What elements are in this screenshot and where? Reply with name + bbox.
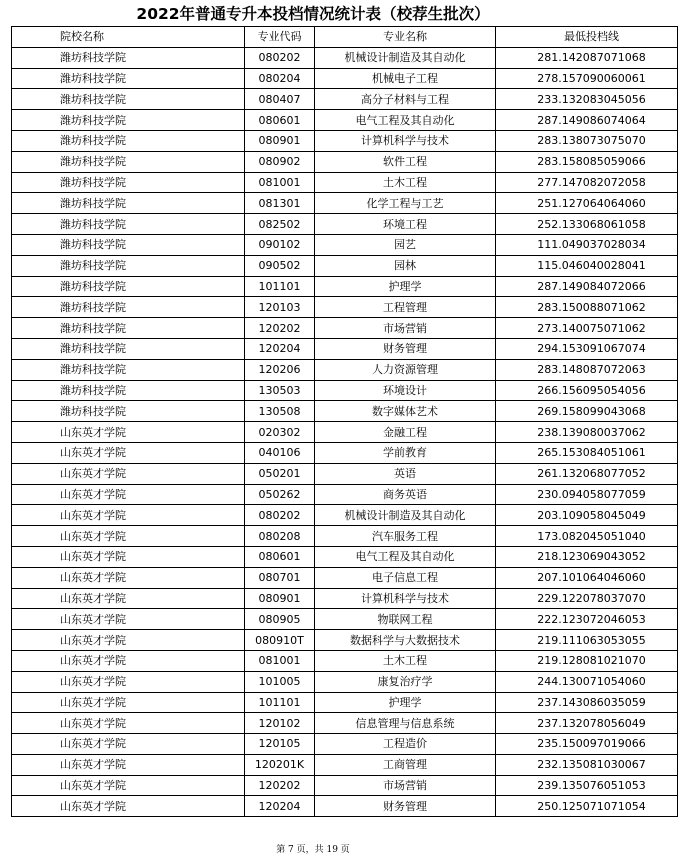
cell-code: 040106	[245, 442, 315, 463]
cell-major: 康复治疗学	[315, 671, 496, 692]
page-title: 2022年普通专升本投档情况统计表（校荐生批次）	[136, 5, 490, 23]
cell-score: 281.142087071068	[496, 47, 678, 68]
cell-major: 英语	[315, 463, 496, 484]
cell-major: 园艺	[315, 234, 496, 255]
cell-school: 潍坊科技学院	[12, 130, 245, 151]
table-row	[12, 214, 678, 235]
cell-school: 山东英才学院	[12, 671, 245, 692]
table-row	[12, 713, 678, 734]
cell-code: 080204	[245, 68, 315, 89]
cell-major: 土木工程	[315, 172, 496, 193]
cell-major: 工商管理	[315, 754, 496, 775]
cell-major: 学前教育	[315, 442, 496, 463]
cell-school: 潍坊科技学院	[12, 68, 245, 89]
page-footer: 第 7 页，共 19 页	[276, 845, 350, 855]
table-row	[12, 89, 678, 110]
cell-code: 120204	[245, 338, 315, 359]
cell-school: 潍坊科技学院	[12, 276, 245, 297]
header-school: 院校名称	[12, 27, 245, 48]
cell-score: 238.139080037062	[496, 422, 678, 443]
cell-score: 266.156095054056	[496, 380, 678, 401]
table-row	[12, 671, 678, 692]
header-score: 最低投档线	[496, 27, 678, 48]
header-major: 专业名称	[315, 27, 496, 48]
cell-score: 203.109058045049	[496, 505, 678, 526]
admission-table	[11, 26, 678, 817]
cell-major: 环境设计	[315, 380, 496, 401]
cell-score: 287.149084072066	[496, 276, 678, 297]
cell-score: 173.082045051040	[496, 526, 678, 547]
cell-score: 222.123072046053	[496, 609, 678, 630]
cell-code: 101101	[245, 276, 315, 297]
cell-code: 090102	[245, 234, 315, 255]
cell-code: 120206	[245, 359, 315, 380]
cell-major: 电子信息工程	[315, 567, 496, 588]
table-row	[12, 151, 678, 172]
cell-code: 080202	[245, 47, 315, 68]
cell-school: 潍坊科技学院	[12, 214, 245, 235]
table-row	[12, 234, 678, 255]
table-row	[12, 276, 678, 297]
cell-code: 050262	[245, 484, 315, 505]
cell-code: 080208	[245, 526, 315, 547]
cell-code: 101005	[245, 671, 315, 692]
cell-major: 机械电子工程	[315, 68, 496, 89]
cell-score: 111.049037028034	[496, 234, 678, 255]
cell-score: 251.127064064060	[496, 193, 678, 214]
cell-code: 120201K	[245, 754, 315, 775]
cell-school: 潍坊科技学院	[12, 318, 245, 339]
cell-code: 081001	[245, 650, 315, 671]
cell-school: 山东英才学院	[12, 692, 245, 713]
cell-major: 汽车服务工程	[315, 526, 496, 547]
cell-score: 237.143086035059	[496, 692, 678, 713]
cell-school: 潍坊科技学院	[12, 151, 245, 172]
cell-major: 高分子材料与工程	[315, 89, 496, 110]
cell-school: 潍坊科技学院	[12, 401, 245, 422]
cell-major: 机械设计制造及其自动化	[315, 47, 496, 68]
cell-code: 120204	[245, 796, 315, 817]
cell-code: 090502	[245, 255, 315, 276]
cell-code: 080202	[245, 505, 315, 526]
table-row	[12, 338, 678, 359]
cell-school: 山东英才学院	[12, 796, 245, 817]
cell-code: 080407	[245, 89, 315, 110]
cell-score: 287.149086074064	[496, 110, 678, 131]
cell-school: 山东英才学院	[12, 546, 245, 567]
cell-score: 283.150088071062	[496, 297, 678, 318]
table-row	[12, 47, 678, 68]
table-row	[12, 650, 678, 671]
cell-code: 130508	[245, 401, 315, 422]
table-row	[12, 130, 678, 151]
cell-major: 软件工程	[315, 151, 496, 172]
cell-school: 山东英才学院	[12, 505, 245, 526]
cell-school: 山东英才学院	[12, 630, 245, 651]
table-body	[12, 47, 678, 816]
cell-code: 082502	[245, 214, 315, 235]
cell-major: 数字媒体艺术	[315, 401, 496, 422]
cell-major: 工程造价	[315, 734, 496, 755]
cell-code: 080901	[245, 130, 315, 151]
cell-code: 081001	[245, 172, 315, 193]
cell-code: 080901	[245, 588, 315, 609]
cell-major: 环境工程	[315, 214, 496, 235]
cell-score: 229.122078037070	[496, 588, 678, 609]
cell-major: 计算机科学与技术	[315, 588, 496, 609]
cell-major: 人力资源管理	[315, 359, 496, 380]
cell-major: 数据科学与大数据技术	[315, 630, 496, 651]
cell-major: 财务管理	[315, 796, 496, 817]
cell-major: 电气工程及其自动化	[315, 546, 496, 567]
cell-school: 潍坊科技学院	[12, 380, 245, 401]
cell-major: 信息管理与信息系统	[315, 713, 496, 734]
cell-score: 261.132068077052	[496, 463, 678, 484]
cell-school: 山东英才学院	[12, 463, 245, 484]
cell-score: 273.140075071062	[496, 318, 678, 339]
cell-school: 山东英才学院	[12, 588, 245, 609]
cell-score: 244.130071054060	[496, 671, 678, 692]
cell-school: 山东英才学院	[12, 734, 245, 755]
cell-code: 120105	[245, 734, 315, 755]
table-row	[12, 442, 678, 463]
cell-code: 120102	[245, 713, 315, 734]
cell-score: 232.135081030067	[496, 754, 678, 775]
cell-major: 化学工程与工艺	[315, 193, 496, 214]
cell-code: 080910T	[245, 630, 315, 651]
cell-code: 080701	[245, 567, 315, 588]
cell-major: 计算机科学与技术	[315, 130, 496, 151]
cell-code: 080601	[245, 110, 315, 131]
cell-code: 020302	[245, 422, 315, 443]
cell-score: 283.148087072063	[496, 359, 678, 380]
table-row	[12, 422, 678, 443]
table-row	[12, 484, 678, 505]
cell-school: 潍坊科技学院	[12, 234, 245, 255]
table-row	[12, 401, 678, 422]
cell-score: 252.133068061058	[496, 214, 678, 235]
cell-school: 山东英才学院	[12, 422, 245, 443]
table-row	[12, 380, 678, 401]
cell-code: 081301	[245, 193, 315, 214]
cell-school: 山东英才学院	[12, 713, 245, 734]
table-row	[12, 505, 678, 526]
cell-major: 市场营销	[315, 318, 496, 339]
table-row	[12, 754, 678, 775]
table-row	[12, 297, 678, 318]
cell-school: 山东英才学院	[12, 609, 245, 630]
cell-school: 潍坊科技学院	[12, 110, 245, 131]
table-row	[12, 359, 678, 380]
cell-score: 207.101064046060	[496, 567, 678, 588]
table-header-row	[12, 27, 678, 48]
cell-school: 山东英才学院	[12, 526, 245, 547]
table-row	[12, 775, 678, 796]
table-row	[12, 110, 678, 131]
cell-score: 294.153091067074	[496, 338, 678, 359]
table-row	[12, 463, 678, 484]
cell-major: 工程管理	[315, 297, 496, 318]
cell-score: 250.125071071054	[496, 796, 678, 817]
cell-code: 120103	[245, 297, 315, 318]
cell-major: 护理学	[315, 276, 496, 297]
cell-major: 金融工程	[315, 422, 496, 443]
cell-major: 市场营销	[315, 775, 496, 796]
cell-school: 潍坊科技学院	[12, 193, 245, 214]
cell-score: 230.094058077059	[496, 484, 678, 505]
cell-school: 山东英才学院	[12, 650, 245, 671]
header-code: 专业代码	[245, 27, 315, 48]
cell-major: 物联网工程	[315, 609, 496, 630]
table-row	[12, 609, 678, 630]
table-row	[12, 546, 678, 567]
cell-score: 239.135076051053	[496, 775, 678, 796]
cell-code: 080905	[245, 609, 315, 630]
table-row	[12, 796, 678, 817]
cell-school: 山东英才学院	[12, 775, 245, 796]
cell-school: 山东英才学院	[12, 754, 245, 775]
cell-score: 283.138073075070	[496, 130, 678, 151]
cell-major: 园林	[315, 255, 496, 276]
cell-school: 潍坊科技学院	[12, 172, 245, 193]
table-row	[12, 588, 678, 609]
cell-score: 233.132083045056	[496, 89, 678, 110]
cell-code: 050201	[245, 463, 315, 484]
cell-school: 潍坊科技学院	[12, 47, 245, 68]
cell-score: 283.158085059066	[496, 151, 678, 172]
cell-code: 120202	[245, 775, 315, 796]
table-row	[12, 630, 678, 651]
cell-score: 237.132078056049	[496, 713, 678, 734]
cell-score: 218.123069043052	[496, 546, 678, 567]
cell-score: 115.046040028041	[496, 255, 678, 276]
cell-score: 277.147082072058	[496, 172, 678, 193]
cell-major: 机械设计制造及其自动化	[315, 505, 496, 526]
table-row	[12, 318, 678, 339]
cell-school: 潍坊科技学院	[12, 255, 245, 276]
table-row	[12, 734, 678, 755]
cell-major: 护理学	[315, 692, 496, 713]
cell-major: 电气工程及其自动化	[315, 110, 496, 131]
table-row	[12, 172, 678, 193]
table-row	[12, 68, 678, 89]
cell-school: 潍坊科技学院	[12, 359, 245, 380]
cell-code: 120202	[245, 318, 315, 339]
cell-major: 财务管理	[315, 338, 496, 359]
cell-code: 080902	[245, 151, 315, 172]
cell-code: 080601	[245, 546, 315, 567]
cell-score: 269.158099043068	[496, 401, 678, 422]
cell-school: 潍坊科技学院	[12, 338, 245, 359]
cell-score: 278.157090060061	[496, 68, 678, 89]
table-row	[12, 255, 678, 276]
cell-code: 130503	[245, 380, 315, 401]
cell-major: 商务英语	[315, 484, 496, 505]
cell-school: 山东英才学院	[12, 567, 245, 588]
cell-score: 235.150097019066	[496, 734, 678, 755]
cell-score: 219.111063053055	[496, 630, 678, 651]
table-row	[12, 567, 678, 588]
cell-score: 219.128081021070	[496, 650, 678, 671]
cell-score: 265.153084051061	[496, 442, 678, 463]
cell-school: 山东英才学院	[12, 442, 245, 463]
cell-school: 潍坊科技学院	[12, 89, 245, 110]
table-row	[12, 526, 678, 547]
cell-code: 101101	[245, 692, 315, 713]
table-row	[12, 692, 678, 713]
table-row	[12, 193, 678, 214]
cell-major: 土木工程	[315, 650, 496, 671]
cell-school: 潍坊科技学院	[12, 297, 245, 318]
cell-school: 山东英才学院	[12, 484, 245, 505]
